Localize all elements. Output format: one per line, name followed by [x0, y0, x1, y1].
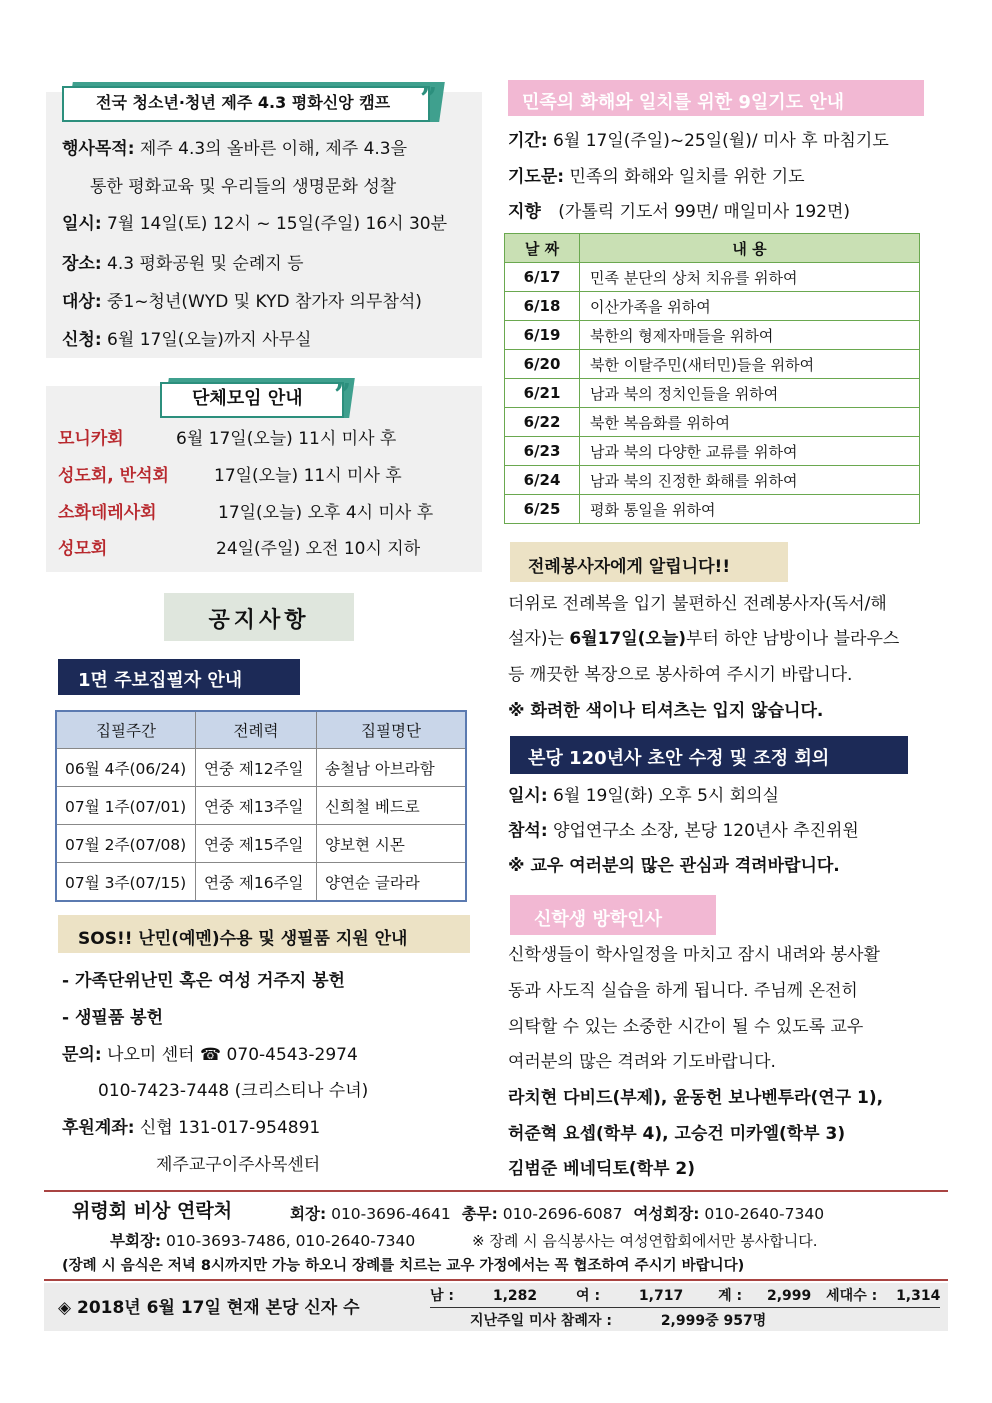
groups-title: 단체모임 안내 — [192, 388, 303, 409]
sos-account: 후원계좌: 신협 131-017-954891 — [62, 1118, 321, 1138]
sos-line2: - 생필품 봉헌 — [62, 1008, 164, 1028]
notice-title: 공지사항 — [208, 608, 310, 633]
quote-icon: ” — [420, 82, 438, 117]
table-row: 6/19 북한의 형제자매들을 위하여 — [505, 321, 920, 350]
prayer-header: 내 용 — [580, 234, 920, 263]
table-row: 07월 1주(07/01) 연중 제13주일 신희철 베드로 — [56, 787, 466, 825]
sos-contact: 문의: 나오미 센터 ☎ 070-4543-2974 — [62, 1045, 358, 1065]
seminarian-title: 신학생 방학인사 — [510, 895, 716, 935]
writer-header: 집필명단 — [317, 711, 467, 749]
sos-line1: - 가족단위난민 혹은 여성 거주지 봉헌 — [62, 971, 345, 991]
table-row: 6/22 북한 복음화를 위하여 — [505, 408, 920, 437]
liturgy-title: 전례봉사자에게 알립니다!! — [510, 542, 788, 582]
seminarian-p2: 동과 사도직 실습을 하게 됩니다. 주님께 온전히 — [508, 981, 858, 1001]
footer-note1: ※ 장례 시 음식봉사는 여성연합회에서만 봉사합니다. — [472, 1232, 818, 1250]
seminarian-p4: 여러분의 많은 격려와 기도바랍니다. — [508, 1052, 776, 1072]
prayer-period: 기간: 6월 17일(주일)~25일(월)/ 미사 후 마침기도 — [508, 131, 889, 151]
camp-title: 전국 청소년·청년 제주 4.3 평화신앙 캠프 — [96, 93, 391, 112]
camp-place: 장소: 4.3 평화공원 및 순례지 등 — [62, 254, 304, 274]
sos-contact2: 010-7423-7448 (크리스티나 수녀) — [98, 1081, 369, 1101]
prayer-header: 날 짜 — [505, 234, 580, 263]
prayer-text: 기도문: 민족의 화해와 일치를 위한 기도 — [508, 167, 805, 187]
writer-title: 1면 주보집필자 안내 — [58, 659, 300, 695]
sos-account2: 제주교구이주사목센터 — [156, 1155, 321, 1175]
camp-title-ribbon — [62, 80, 442, 124]
liturgy-p4: ※ 화려한 색이나 티셔츠는 입지 않습니다. — [508, 701, 824, 721]
groups-title-ribbon — [160, 376, 356, 420]
stats-attend: 지난주일 미사 참례자 : 2,999중 957명 — [470, 1313, 767, 1329]
meeting-date: 일시: 6월 19일(화) 오후 5시 회의실 — [508, 786, 780, 806]
camp-purpose-line1: 행사목적: 제주 4.3의 올바른 이해, 제주 4.3을 — [62, 139, 408, 159]
sos-title: SOS!! 난민(예멘)수용 및 생필품 지원 안내 — [58, 915, 470, 953]
writer-table — [55, 710, 467, 902]
quote-icon: ” — [334, 378, 352, 413]
camp-target: 대상: 중1~청년(WYD 및 KYD 참가자 의무참석) — [62, 292, 422, 312]
seminarian-p1: 신학생들이 학사일정을 마치고 잠시 내려와 봉사활 — [508, 945, 880, 965]
table-row: 6/23 남과 북의 다양한 교류를 위하여 — [505, 437, 920, 466]
footer-divider — [44, 1279, 948, 1281]
seminarian-p3: 의탁할 수 있는 소중한 시간이 될 수 있도록 교우 — [508, 1017, 864, 1037]
group-item: 소화데레사회 — [58, 503, 157, 523]
table-row: 07월 3주(07/15) 연중 제16주일 양연순 글라라 — [56, 863, 466, 902]
table-row: 6/21 남과 북의 정치인들을 위하여 — [505, 379, 920, 408]
group-item-desc: 17일(오늘) 오후 4시 미사 후 — [218, 503, 434, 523]
group-item-desc: 17일(오늘) 11시 미사 후 — [214, 466, 402, 486]
table-row: 6/24 남과 북의 진정한 화해를 위하여 — [505, 466, 920, 495]
notice-title-box — [164, 593, 354, 641]
footer-note2: (장례 시 음식은 저녁 8시까지만 가능 하오니 장례를 치르는 교우 가정에서는 꼭 협조하여 주시기 바랍니다) — [62, 1258, 745, 1274]
table-row: 6/25 평화 통일을 위하여 — [505, 495, 920, 524]
table-row: 6/17 민족 분단의 상처 치유를 위하여 — [505, 263, 920, 292]
seminarian-names1: 라치현 다비드(부제), 윤동헌 보나벤투라(연구 1), — [508, 1088, 884, 1108]
prayer-page: 지향 (가톨릭 기도서 99면/ 매일미사 192면) — [508, 202, 851, 222]
group-item-desc: 24일(주일) 오전 10시 지하 — [216, 539, 421, 559]
camp-date: 일시: 7월 14일(토) 12시 ~ 15일(주일) 16시 30분 — [62, 214, 448, 234]
table-row: 6/20 북한 이탈주민(새터민)들을 위하여 — [505, 350, 920, 379]
footer-divider — [44, 1190, 948, 1192]
seminarian-names3: 김범준 베네딕토(학부 2) — [508, 1159, 696, 1179]
group-item: 성모회 — [58, 539, 108, 559]
writer-header: 집필주간 — [56, 711, 196, 749]
stats-title: ◈ 2018년 6월 17일 현재 본당 신자 수 — [58, 1298, 360, 1318]
meeting-note: ※ 교우 여러분의 많은 관심과 격려바랍니다. — [508, 856, 840, 876]
meeting-title: 본당 120년사 초안 수정 및 조정 회의 — [510, 736, 908, 774]
group-item: 성도회, 반석회 — [58, 466, 169, 486]
table-row: 6/18 이산가족을 위하여 — [505, 292, 920, 321]
footer-title: 위령회 비상 연락처 — [72, 1200, 233, 1222]
writer-header: 전례력 — [196, 711, 317, 749]
footer-contacts: 회장: 010-3696-4641 총무: 010-2696-6087 여성회장: 010-2640-7340 — [290, 1205, 825, 1223]
group-item: 모니카회 — [58, 429, 124, 449]
prayer-title: 민족의 화해와 일치를 위한 9일기도 안내 — [508, 80, 924, 116]
liturgy-p1: 더위로 전례복을 입기 불편하신 전례봉사자(독서/해 — [508, 594, 887, 614]
prayer-table — [504, 233, 920, 524]
liturgy-p2: 설자)는 6월17일(오늘)부터 하얀 남방이나 블라우스 — [508, 629, 900, 649]
table-row: 07월 2주(07/08) 연중 제15주일 양보현 시몬 — [56, 825, 466, 863]
stats-divider — [430, 1307, 940, 1308]
footer-vice: 부회장: 010-3693-7486, 010-2640-7340 — [110, 1232, 416, 1250]
stats-counts: 남 : 1,282 여 : 1,717 계 : 2,999 세대수 : 1,314 — [430, 1288, 941, 1304]
table-row: 06월 4주(06/24) 연중 제12주일 송철남 아브라함 — [56, 749, 466, 787]
camp-purpose-line2: 통한 평화교육 및 우리들의 생명문화 성찰 — [90, 177, 397, 197]
seminarian-names2: 허준혁 요셉(학부 4), 고승건 미카엘(학부 3) — [508, 1124, 846, 1144]
camp-apply: 신청: 6월 17일(오늘)까지 사무실 — [62, 330, 312, 350]
meeting-attend: 참석: 양업연구소 소장, 본당 120년사 추진위원 — [508, 821, 859, 841]
group-item-desc: 6월 17일(오늘) 11시 미사 후 — [176, 429, 397, 449]
liturgy-p3: 등 깨끗한 복장으로 봉사하여 주시기 바랍니다. — [508, 665, 853, 685]
